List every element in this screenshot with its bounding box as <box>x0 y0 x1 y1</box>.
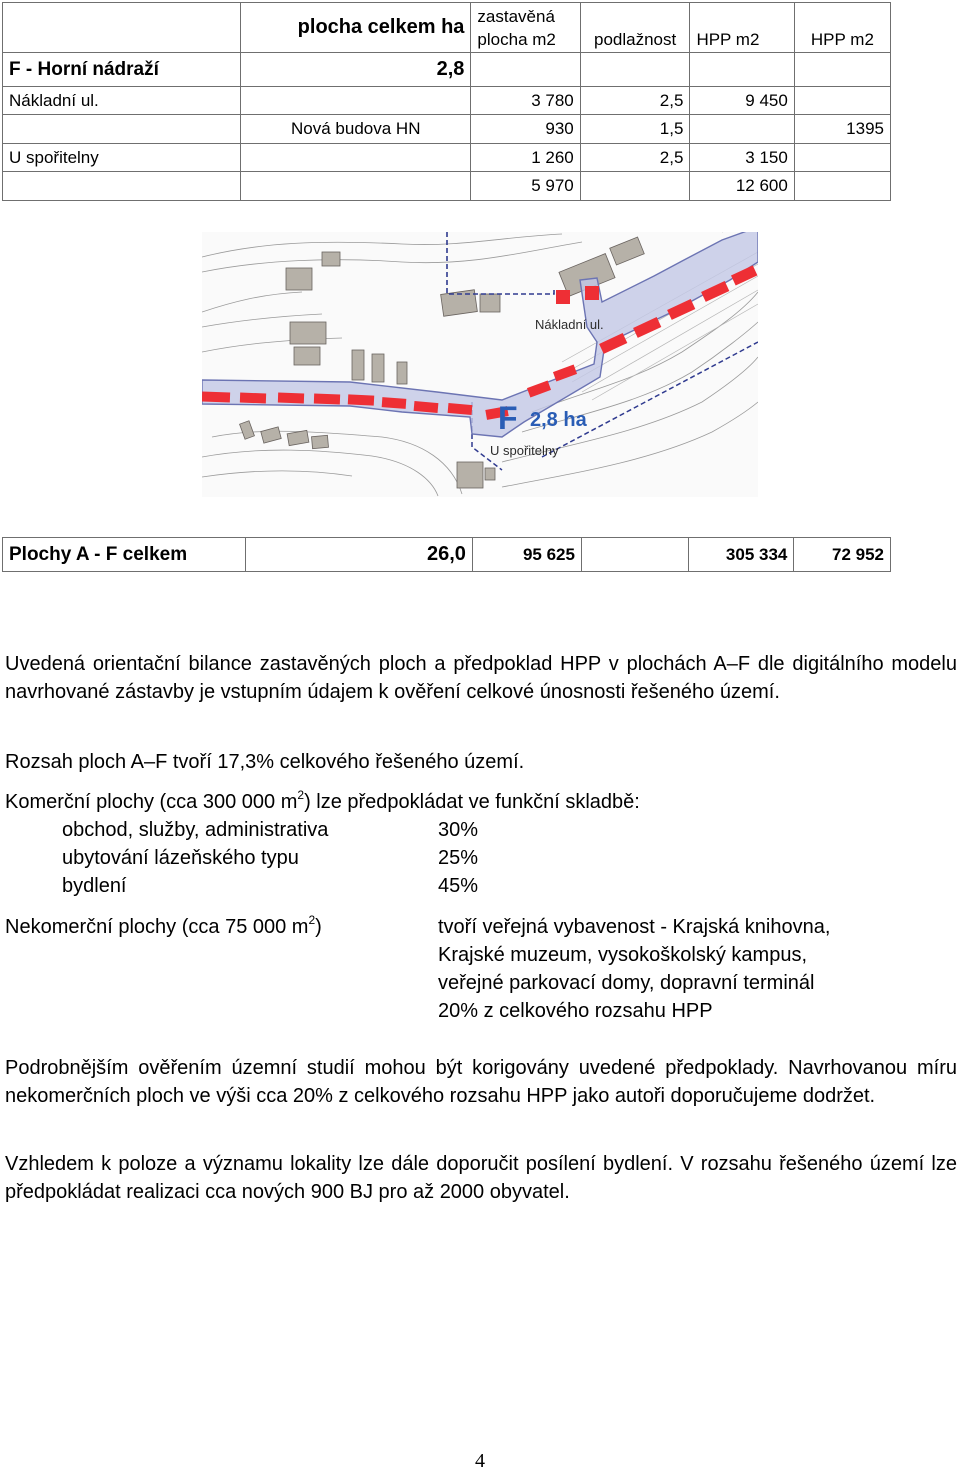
header-built-area-line2: plocha m2 <box>477 29 556 49</box>
noncommercial-line: veřejné parkovací domy, dopravní terminál <box>438 972 815 994</box>
section-name: F - Horní nádraží <box>3 53 241 87</box>
empty-cell <box>471 53 580 87</box>
row-label: U spořitelny <box>3 144 241 172</box>
section-row <box>3 53 891 87</box>
table-row <box>3 115 891 144</box>
row-floors: 2,5 <box>580 144 690 172</box>
summary-area: 26,0 <box>245 538 472 572</box>
commercial-intro-b: ) lze předpokládat ve funkční skladbě: <box>304 791 640 813</box>
noncommercial-label-a: Nekomerční plochy (cca 75 000 m <box>5 916 309 938</box>
row-built: 930 <box>471 115 580 144</box>
row-hpp <box>690 115 794 144</box>
row-hpp-2 <box>794 172 890 201</box>
use-name: ubytování lázeňského typu <box>62 847 299 869</box>
row-hpp-2 <box>794 87 890 115</box>
table-row <box>3 87 891 115</box>
summary-table <box>2 537 891 572</box>
row-hpp: 12 600 <box>690 172 794 201</box>
header-empty-cell <box>3 3 241 53</box>
noncommercial-line: tvoří veřejná vybavenost - Krajská knihovna, <box>438 916 831 938</box>
row-hpp-2 <box>794 144 890 172</box>
row-hpp: 3 150 <box>690 144 794 172</box>
header-area-total: plocha celkem ha <box>241 3 471 53</box>
superscript-2: 2 <box>308 913 316 927</box>
map-label-place: U spořitelny <box>490 443 559 458</box>
paragraph-housing: Vzhledem k poloze a významu lokality lze dále doporučit posílení bydlení. V rozsahu řešeného území lze předpokládat realizaci cca nových 900 BJ pro až 2000 obyvatel. <box>5 1153 957 1203</box>
header-built-area <box>471 3 580 53</box>
row-hpp: 9 450 <box>690 87 794 115</box>
noncommercial-label-b: ) <box>315 916 322 938</box>
paragraph-verification: Podrobnějším ověřením územní studií mohou být korigovány uvedené předpoklady. Navrhovanou míru nekomerčních ploch ve výši cca 20% z celkového rozsahu HPP jako autoři doporučujeme dodržet. <box>5 1057 957 1107</box>
row-floors: 1,5 <box>580 115 690 144</box>
row-built: 5 970 <box>471 172 580 201</box>
summary-built: 95 625 <box>472 538 581 572</box>
use-percent: 25% <box>438 847 479 869</box>
noncommercial-line: Krajské muzeum, vysokoškolský kampus, <box>438 944 808 966</box>
area-balance-table <box>2 2 891 201</box>
commercial-intro-a: Komerční plochy (cca 300 000 m <box>5 791 298 813</box>
summary-hpp: 305 334 <box>688 538 794 572</box>
row-label: Nákladní ul. <box>3 87 241 115</box>
row-label-2 <box>241 172 471 201</box>
row-hpp-2: 1395 <box>794 115 890 144</box>
row-label-2 <box>241 87 471 115</box>
use-percent: 30% <box>438 819 479 841</box>
header-floors: podlažnost <box>580 3 690 53</box>
paragraph-commercial-intro <box>5 788 957 816</box>
row-built: 3 780 <box>471 87 580 115</box>
summary-hpp-2: 72 952 <box>794 538 891 572</box>
table-total-row <box>3 172 891 201</box>
section-area: 2,8 <box>241 53 471 87</box>
superscript-2: 2 <box>297 788 305 802</box>
use-name: bydlení <box>62 875 127 897</box>
row-label <box>3 172 241 201</box>
map-label-street: Nákladní ul. <box>535 317 604 332</box>
empty-cell <box>794 53 890 87</box>
row-label-2 <box>241 144 471 172</box>
page-number: 4 <box>475 1450 485 1472</box>
summary-label: Plochy A - F celkem <box>3 538 246 572</box>
use-percent: 45% <box>438 875 479 897</box>
map-label-area-letter: F <box>498 400 518 436</box>
table-header-row <box>3 3 891 53</box>
empty-cell <box>580 53 690 87</box>
site-plan-map <box>202 232 758 497</box>
table-row <box>3 144 891 172</box>
row-built: 1 260 <box>471 144 580 172</box>
map-label-area-size: 2,8 ha <box>530 409 587 431</box>
empty-cell <box>581 538 688 572</box>
paragraph-extent: Rozsah ploch A–F tvoří 17,3% celkového řešeného území. <box>5 751 525 773</box>
paragraph-balance-note: Uvedená orientační bilance zastavěných ploch a předpoklad HPP v plochách A–F dle digitálního modelu navrhované zástavby je vstupním údajem k ověření celkové únosnosti řešeného území. <box>5 653 957 703</box>
row-floors <box>580 172 690 201</box>
noncommercial-line: 20% z celkového rozsahu HPP <box>438 1000 713 1022</box>
noncommercial-label <box>5 913 322 941</box>
header-hpp-2: HPP m2 <box>794 3 890 53</box>
summary-row <box>3 538 891 572</box>
row-label <box>3 115 241 144</box>
use-name: obchod, služby, administrativa <box>62 819 329 841</box>
empty-cell <box>690 53 794 87</box>
header-built-area-line1: zastavěná <box>477 6 555 26</box>
row-label-2: Nová budova HN <box>241 115 471 144</box>
header-hpp: HPP m2 <box>690 3 794 53</box>
row-floors: 2,5 <box>580 87 690 115</box>
